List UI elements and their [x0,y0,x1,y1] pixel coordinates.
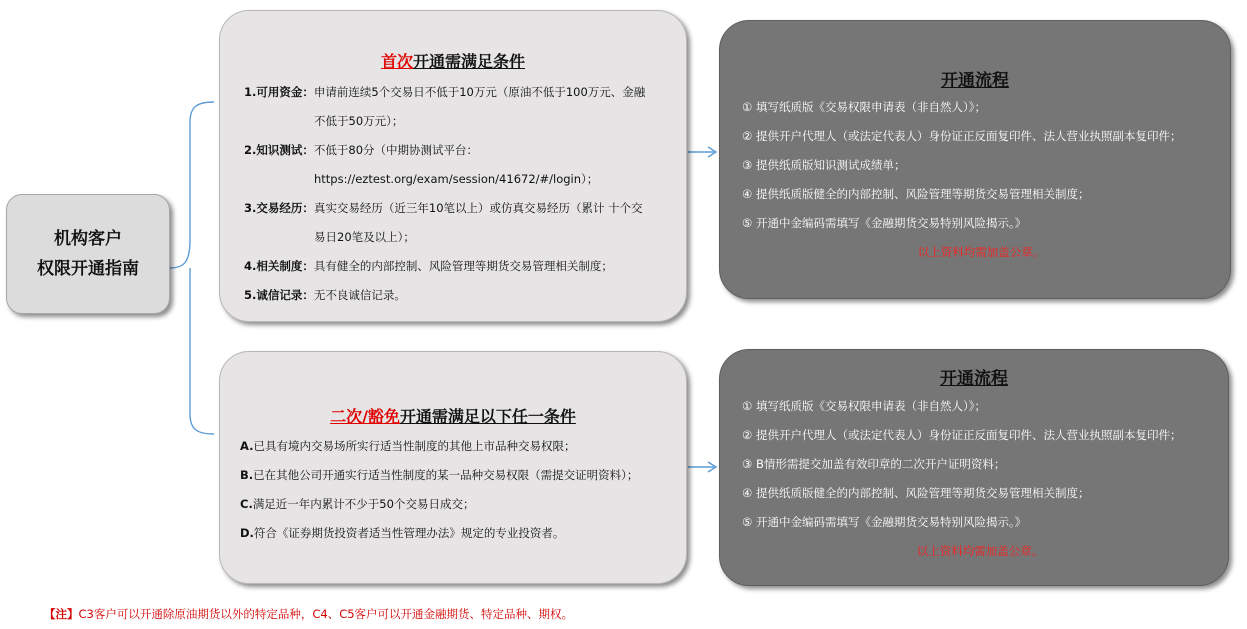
seal-note-1: 以上资料均需加盖公章。 [917,245,1045,259]
process-step: ③ B情形需提交加盖有效印章的二次开户证明资料； [742,457,1006,471]
process-steps-2 [742,392,1218,566]
condition-row: B.已在其他公司开通实行适当性制度的某一品种交易权限（需提交证明资料）； [240,468,639,482]
process-step: ② 提供开户代理人（或法定代表人）身份证正反面复印件、法人营业执照副本复印件； [742,129,1182,143]
process-step: ④ 提供纸质版健全的内部控制、风险管理等期货交易管理相关制度； [742,486,1090,500]
process-step: ⑤ 开通中金编码需填写《金融期货交易特别风险揭示。》 [742,515,1027,529]
root-node [6,194,170,314]
process-step: ① 填写纸质版《交易权限申请表（非自然人）》； [742,399,986,413]
process-steps-1 [742,93,1220,267]
first-open-title: 首次开通需满足条件 [380,52,526,71]
second-open-conditions-list [240,432,672,548]
condition-row: C.满足近一年内累计不少于50个交易日成交； [240,497,475,511]
condition-row: 2.知识测试： 不低于80分（中期协测试平台： [244,143,479,157]
footnote-text: C3客户可以开通除原油期货以外的特定品种，C4、C5客户可以开通金融期货、特定品种、期权。 [78,607,574,621]
process-step: ② 提供开户代理人（或法定代表人）身份证正反面复印件、法人营业执照副本复印件； [742,428,1182,442]
open-process-box-1 [719,20,1231,299]
second-open-title: 二次/豁免开通需满足以下任一条件 [330,407,576,426]
seal-note-2: 以上资料均需加盖公章。 [916,544,1044,558]
arrow-cond1-to-flow1 [688,147,716,157]
process-title-1: 开通流程 [941,71,1009,91]
root-line2: 权限开通指南 [37,259,139,279]
root-line1: 机构客户 [54,229,122,249]
brace-connector [170,102,214,434]
process-step: ③ 提供纸质版知识测试成绩单； [742,158,906,172]
open-process-box-2 [719,349,1229,586]
condition-row: 3.交易经历： 真实交易经历（近三年10笔以上）或仿真交易经历（累计 十个交 [244,201,643,215]
condition-row: 5.诚信记录： 无不良诚信记录。 [244,288,406,302]
eztest-url: https://eztest.org/exam/session/41672/#/login）； [314,172,599,186]
condition-row: 1.可用资金： 申请前连续5个交易日不低于10万元（原油不低于100万元、金融 [244,85,646,99]
second-open-conditions-box [219,351,687,584]
first-open-conditions-box [219,10,687,322]
condition-row: A.已具有境内交易场所实行适当性制度的其他上市品种交易权限； [240,439,576,453]
footnote-tag: 【注】 [44,607,79,621]
process-step: ① 填写纸质版《交易权限申请表（非自然人）》； [742,100,986,114]
process-title-2: 开通流程 [940,369,1008,389]
process-step: ⑤ 开通中金编码需填写《金融期货交易特别风险揭示。》 [742,216,1027,230]
condition-row: D.符合《证券期货投资者适当性管理办法》规定的专业投资者。 [240,526,565,540]
first-open-conditions-list: 1.可用资金： 申请前连续5个交易日不低于10万元（原油不低于100万元、金融 不低于50万元）； 2.知识测试： 不低于80分（中期协测试平台： https://eztest.org/exam/session/41672/#/login）； 3.交易经历： 真实交易经历（近三年10笔以上）或仿真交易经历（累计 十个交 易日20笔及以上）； 4.相关制度： 具有健全的内部控制、风险管理等期货交易管理相关制度； 5.诚信记录： 无不良诚信记录。 [244,78,668,310]
arrow-cond2-to-flow2 [688,462,716,472]
process-step: ④ 提供纸质版健全的内部控制、风险管理等期货交易管理相关制度； [742,187,1090,201]
condition-row: 4.相关制度： 具有健全的内部控制、风险管理等期货交易管理相关制度； [244,259,613,273]
footnote [44,606,573,622]
